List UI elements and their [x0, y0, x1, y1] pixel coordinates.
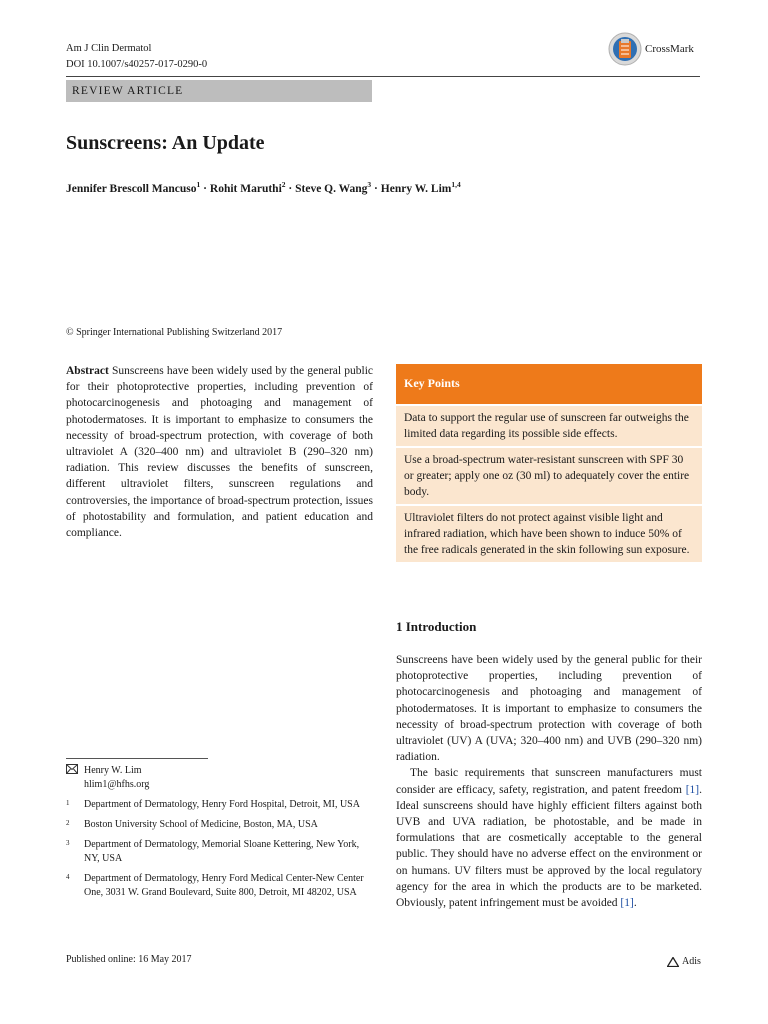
- header-rule: [66, 76, 700, 77]
- author-separator: ·: [200, 182, 210, 195]
- journal-name: Am J Clin Dermatol: [66, 43, 152, 54]
- affiliation-text: Department of Dermatology, Memorial Sloane Kettering, New York, NY, USA: [84, 839, 360, 864]
- key-point-item: Use a broad-spectrum water-resistant sunscreen with SPF 30 or greater; apply one oz (30 ml) to adequately cover the entire body.: [396, 446, 702, 504]
- affiliation-number: 3: [66, 839, 70, 847]
- article-title: Sunscreens: An Update: [66, 132, 265, 154]
- footnote-rule: [66, 758, 208, 759]
- published-date: Published online: 16 May 2017: [66, 954, 192, 965]
- paragraph-text: The basic requirements that sunscreen manufacturers must consider are efficacy, safety, registration, and patent freedom: [396, 767, 702, 796]
- paragraph-text: . Ideal sunscreens should have highly efficient filters against both UVB and UVA radiation, be photostable, and be made in formulations that are cosmetically acceptable to the general public. They should have no adverse effect on the environment or on humans. UV filters must be approved by the local regulatory agency for the area in which the products are to be marketed. Obviously, patent infringement must be avoided: [396, 783, 702, 910]
- author-list: [66, 180, 461, 195]
- adis-logo-icon: [667, 957, 679, 967]
- corresponding-author: [66, 764, 372, 792]
- key-point-item: Ultraviolet filters do not protect against visible light and infrared radiation, which have been shown to induce 50% of the free radicals generated in the skin following sun exposure.: [396, 504, 702, 562]
- author-name[interactable]: Jennifer Brescoll Mancuso: [66, 182, 197, 195]
- affiliation-number: 2: [66, 819, 70, 827]
- paragraph-text: .: [633, 897, 637, 910]
- citation-link[interactable]: [1]: [620, 897, 634, 910]
- author-name[interactable]: Henry W. Lim: [380, 182, 452, 195]
- author-separator: ·: [285, 182, 296, 195]
- affiliation-text: Department of Dermatology, Henry Ford Medical Center-New Center One, 3031 W. Grand Boulevard, Suite 800, Detroit, MI 48202, USA: [84, 873, 364, 898]
- affiliation-footnote: [66, 818, 372, 832]
- introduction-paragraph: Sunscreens have been widely used by the general public for their photoprotective properties, including prevention of photocarcinogenesis and photoaging and management of photodermatoses. It is important to emphasize to consumers the necessity of broad-spectrum protection with coverage of both ultraviolet (UV) A (UVA; 320–400 nm) and UVB (290–320 nm) radiation.: [396, 654, 702, 764]
- abstract: [66, 363, 373, 541]
- journal-info: [66, 41, 207, 73]
- publisher-name: Adis: [682, 956, 701, 967]
- affiliation-footnote: [66, 872, 372, 900]
- envelope-icon: [66, 764, 84, 792]
- introduction-paragraph: [396, 765, 702, 911]
- key-point-item: Data to support the regular use of sunscreen far outweighs the limited data regarding its possible side effects.: [396, 404, 702, 446]
- publisher-logo: [667, 956, 701, 967]
- author-affiliation-number: 1,4: [451, 180, 461, 189]
- crossmark-badge[interactable]: [608, 32, 694, 66]
- author-affiliation-number: 1: [196, 180, 201, 189]
- copyright-notice: © Springer International Publishing Switzerland 2017: [66, 327, 283, 338]
- affiliation-text: Boston University School of Medicine, Boston, MA, USA: [84, 819, 318, 830]
- corresponding-name: Henry W. Lim: [84, 765, 142, 776]
- doi[interactable]: DOI 10.1007/s40257-017-0290-0: [66, 59, 208, 70]
- affiliation-number: 4: [66, 873, 70, 881]
- key-points-heading: Key Points: [396, 364, 702, 404]
- affiliation-footnote: [66, 798, 372, 812]
- crossmark-icon: [608, 32, 642, 66]
- abstract-text: Sunscreens have been widely used by the general public for their photoprotective properties, including prevention of photocarcinogenesis and photoaging and management of photodermatoses. It is important to emphasize to consumers the necessity of broad-spectrum protection, with coverage of both ultraviolet A (320–400 nm) and ultraviolet B (290–320 nm) radiation. This review discusses the benefits of sunscreen, different ultraviolet filters, sunscreen regulations and controversies, the importance of broad-spectrum protection, issues of photostability and formulation, and patient education and compliance.: [66, 365, 373, 540]
- section-heading-introduction: 1 Introduction: [396, 619, 477, 634]
- affiliation-footnote: [66, 838, 372, 866]
- citation-link[interactable]: [1]: [685, 783, 700, 796]
- author-affiliation-number: 3: [367, 180, 372, 189]
- author-name[interactable]: Steve Q. Wang: [295, 182, 368, 195]
- footnotes: [66, 764, 372, 906]
- introduction-body: [396, 652, 702, 911]
- abstract-label: Abstract: [66, 365, 109, 377]
- affiliation-text: Department of Dermatology, Henry Ford Hospital, Detroit, MI, USA: [84, 799, 360, 810]
- article-type-banner: REVIEW ARTICLE: [66, 80, 372, 102]
- crossmark-label: CrossMark: [645, 43, 694, 55]
- affiliation-number: 1: [66, 799, 70, 807]
- author-name[interactable]: Rohit Maruthi: [209, 182, 282, 195]
- key-points-box: [396, 364, 702, 562]
- author-separator: ·: [371, 182, 381, 195]
- corresponding-email[interactable]: hlim1@hfhs.org: [84, 779, 150, 790]
- author-affiliation-number: 2: [281, 180, 286, 189]
